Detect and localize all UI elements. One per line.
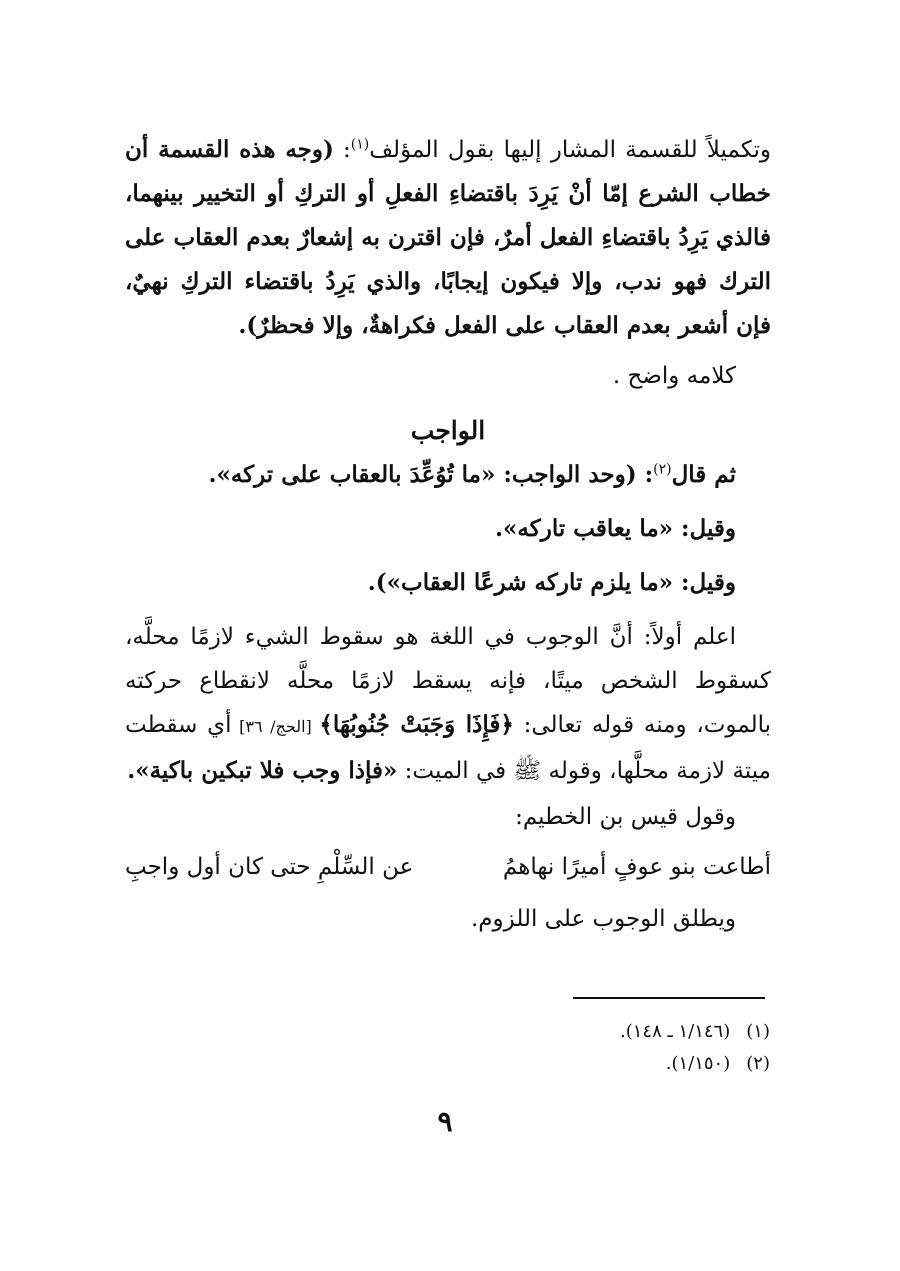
explanation-part-1: اعلم أولاً: أنَّ الوجوب في اللغة هو سقوط الشيء لازمًا محلَّه، كسقوط الشخص ميتًا، فإنه يسقط لازمًا محلَّه لانقطاع حركته بالموت، ومنه قوله تعالى:	[125, 624, 772, 738]
definition-1-lead: ثم قال	[671, 461, 736, 488]
poem-intro: وقول قيس بن الخطيم:	[515, 804, 736, 830]
explanation-paragraph	[125, 615, 771, 793]
comment-paragraph: كلامه واضح .	[612, 363, 736, 389]
footnote-1	[520, 1016, 770, 1048]
definition-3-quote: «ما يلزم تاركه شرعًا العقاب»).	[367, 569, 674, 596]
footnote-marker-1[interactable]: (١)	[350, 136, 370, 153]
page-number: ٩	[437, 1105, 453, 1138]
author-quote: (وجه هذه القسمة أن خطاب الشرع إمّا أنْ يَرِدَ باقتضاءِ الفعلِ أو التركِ أو التخيير بينهما، فالذي يَرِدُ باقتضاءِ الفعل أمرٌ، فإن اقترن به إشعارٌ بعدم العقاب على الترك فهو ندب، وإلا فيكون إيجابًا، والذي يَرِدُ باقتضاء التركِ نهيٌ، فإن أشعر بعدم العقاب على الفعل فكراهةٌ، وإلا فحظرٌ).	[125, 136, 771, 339]
definition-2-quote: «ما يعاقب تاركه».	[495, 515, 674, 542]
definition-1	[125, 453, 771, 497]
poem-verse	[125, 845, 771, 889]
footnotes	[520, 1016, 770, 1080]
page-body	[125, 128, 771, 964]
footnote-2-marker: (٢)	[746, 1053, 770, 1074]
quran-verse: ﴿فَإِذَا وَجَبَتْ جُنُوبُهَا﴾	[319, 711, 514, 738]
footnote-divider	[573, 997, 765, 999]
definition-3-lead: وقيل:	[673, 569, 736, 596]
intro-colon: :	[333, 137, 351, 163]
footnote-2	[520, 1048, 770, 1080]
section-heading: الواجب	[410, 416, 486, 445]
intro-paragraph	[125, 128, 771, 348]
closing-sentence: ويطلق الوجوب على اللزوم.	[470, 906, 736, 932]
intro-text: وتكميلاً للقسمة المشار إليها بقول المؤلف	[369, 137, 771, 163]
footnote-2-text: (١/١٥٠).	[665, 1053, 731, 1074]
definition-2-lead: وقيل:	[673, 515, 736, 542]
explanation-part-2: أي سقطت ميتة لازمة محلَّها، وقوله ﷺ في الميت:	[125, 712, 771, 784]
verse-first-hemistich: أطاعت بنو عوفٍ أميرًا نهاهمُ	[502, 854, 771, 880]
definition-1-text: : (وحد الواجب: «ما تُوُعِّدَ بالعقاب على تركه».	[208, 461, 654, 488]
definition-2	[125, 507, 771, 551]
footnote-1-text: (١/١٤٦ ـ ١٤٨).	[620, 1021, 731, 1042]
verse-second-hemistich: عن السِّلْمِ حتى كان أول واجبِ	[125, 854, 414, 880]
hadith-quote: «فإذا وجب فلا تبكين باكية».	[127, 757, 398, 784]
definition-3	[125, 561, 771, 605]
quran-reference: [الحج/ ٣٦]	[231, 717, 320, 736]
footnote-1-marker: (١)	[746, 1021, 770, 1042]
footnote-marker-2[interactable]: (٢)	[653, 461, 672, 478]
